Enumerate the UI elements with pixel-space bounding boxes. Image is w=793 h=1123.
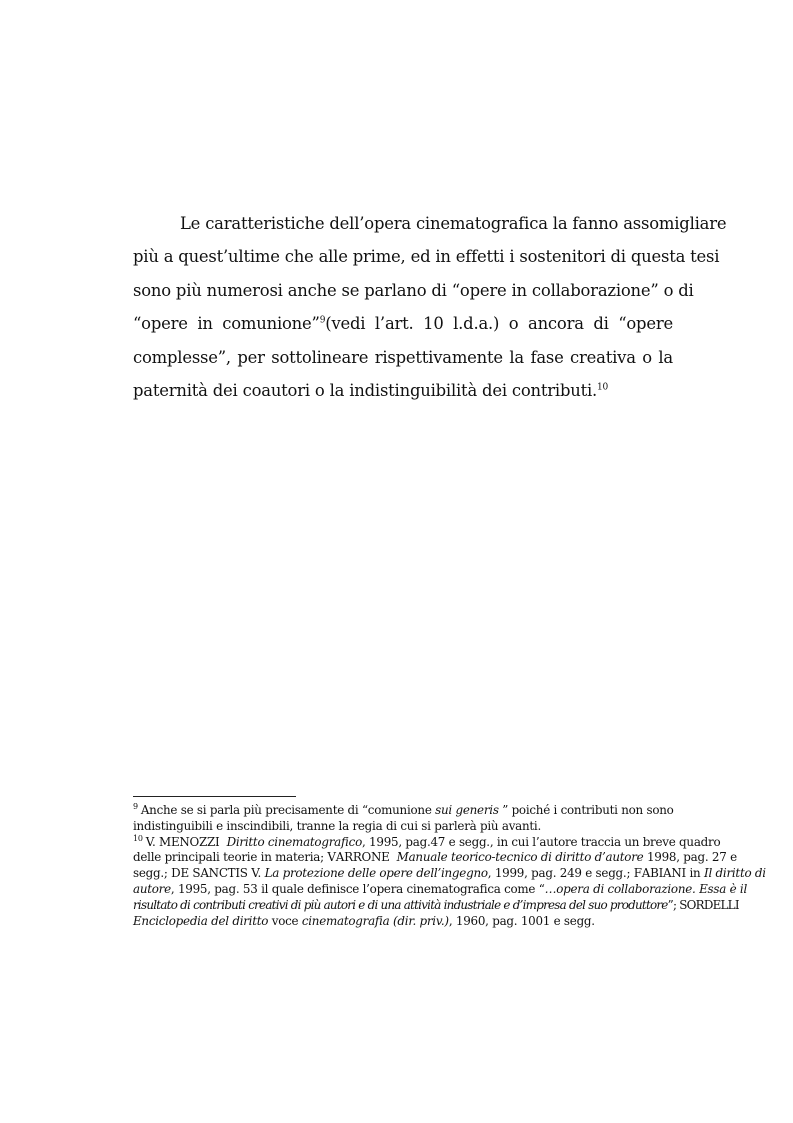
- footnote-text: , 1995, pag.47 e segg., in cui l’autore traccia un breve quadro: [362, 834, 721, 849]
- footnote-text: Anche se si parla più precisamente di “comunione: [140, 803, 436, 817]
- paragraph-text: paternità dei coautori o la indistinguibilità dei contributi.: [133, 381, 598, 401]
- paragraph-text: “opere in comunione”: [133, 314, 320, 334]
- footnote-10-line: [133, 866, 766, 882]
- footnote-9-line: indistinguibili e inscindibili, tranne la regia di cui si parlerà più avanti.: [133, 818, 542, 833]
- footnote-italic: Manuale teorico-tecnico di diritto d’autore: [396, 850, 644, 865]
- paragraph-line: complesse”, per sottolineare rispettivamente la fase creativa o la: [133, 347, 673, 367]
- footnote-text: , 1995, pag. 53 il quale definisce l’opera cinematografica come “: [170, 881, 545, 896]
- paragraph-text: (vedi l’art. 10 l.d.a.) o ancora di “opere: [325, 314, 673, 334]
- footnote-text: voce: [268, 913, 302, 928]
- footnote-10-line: [133, 850, 737, 866]
- footnote-italic: risultato di contributi creativi di più autori e di una attività industriale e d’impresa del suo produttore: [133, 897, 668, 912]
- footnote-text: delle principali teorie in materia; V: [133, 850, 336, 865]
- main-paragraph: [133, 207, 727, 407]
- author-name: ABIANI: [641, 866, 686, 881]
- footnote-text: ”; S: [667, 897, 687, 912]
- footnote-ref-9[interactable]: 9: [319, 315, 326, 326]
- footnote-italic: Diritto cinematografico: [226, 834, 362, 849]
- paragraph-line: Le caratteristiche dell’opera cinematografica la fanno assomigliare: [180, 214, 727, 233]
- footnote-9-line: [133, 803, 673, 819]
- author-name: ANCTIS: [200, 866, 248, 881]
- footnote-text: ” poiché i contributi non sono: [498, 803, 674, 817]
- footnote-italic: Enciclopedia del diritto: [133, 913, 269, 928]
- footnote-text: in: [685, 866, 704, 881]
- footnote-italic: sui generis: [435, 803, 499, 817]
- footnote-italic: …opera di collaborazione. Essa è il: [544, 881, 748, 896]
- footnote-10-line: [133, 881, 748, 898]
- paragraph-line: sono più numerosi anche se parlano di “opere in collaborazione” o di: [133, 280, 694, 300]
- paragraph-line: più a quest’ultime che alle prime, ed in effetti i sostenitori di questa tesi: [133, 247, 720, 267]
- footnote-text: , 1960, pag. 1001 e segg.: [448, 913, 595, 928]
- footnote-text: , 1999, pag. 249 e segg.; F: [487, 866, 642, 881]
- paragraph-line: [133, 307, 673, 340]
- author-name: ARRONE: [335, 850, 390, 865]
- footnote-text: V.: [247, 866, 265, 881]
- footnote-text: V. M: [145, 834, 171, 849]
- footnote-text: 1998, pag. 27 e: [643, 850, 737, 865]
- paragraph-line: [133, 374, 673, 407]
- footnote-10-line: [133, 897, 739, 914]
- author-name: E: [180, 866, 189, 881]
- footnote-10-line: [133, 914, 673, 930]
- footnote-ref-10[interactable]: 10: [597, 382, 609, 393]
- footnote-italic: La protezione delle opere dell’ingegno: [264, 866, 488, 881]
- footnote-text: segg.; D: [133, 866, 181, 881]
- footnote-number: 10: [133, 833, 143, 843]
- footnote-italic: autore: [133, 881, 171, 896]
- footnote-italic: Il diritto di: [704, 866, 766, 881]
- footnote-text: S: [188, 866, 201, 881]
- author-name: ENOZZI: [170, 834, 220, 849]
- footnote-10-line: [133, 833, 721, 851]
- footnote-number: 9: [133, 802, 138, 812]
- footnote-separator: [133, 796, 296, 797]
- author-name: ORDELLI: [686, 897, 739, 912]
- footnote-italic: cinematografia (dir. priv.): [301, 913, 449, 928]
- footnotes: [133, 802, 766, 929]
